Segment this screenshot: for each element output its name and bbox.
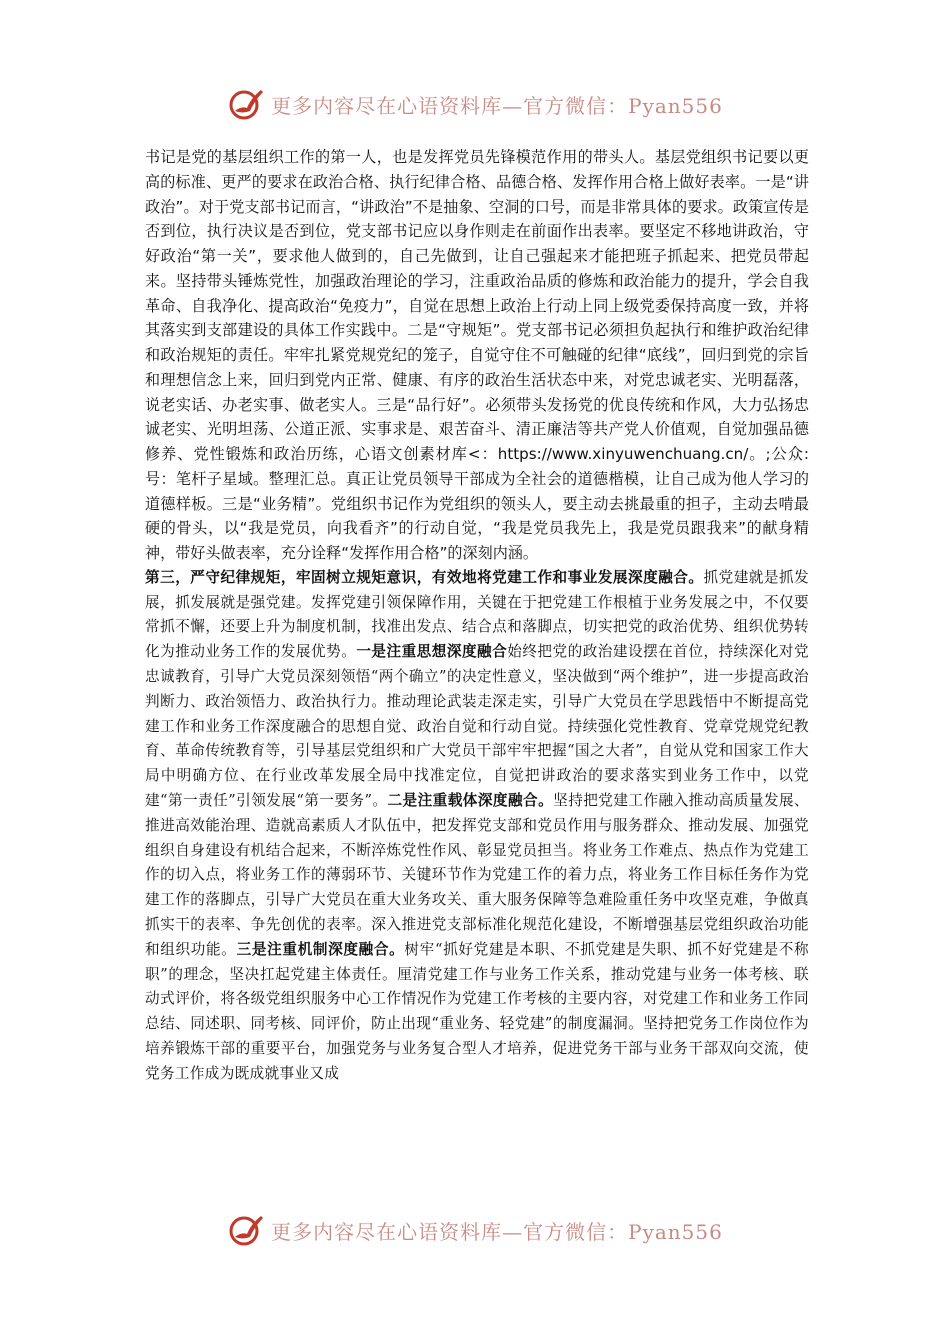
header-watermark-text: 更多内容尽在心语资料库—官方微信：Pyan556 xyxy=(271,93,723,118)
pen-logo-icon xyxy=(227,1210,267,1250)
pen-logo-icon xyxy=(227,84,267,124)
point-one-text: 始终把党的政治建设摆在首位，持续深化对党忠诚教育，引导广大党员深刻领悟“两个确立”的决定性意义，坚决做到“两个维护”，进一步提高政治判断力、政治领悟力、政治执行力。推动理论武装走深走实，引导广大党员在学思践悟中不断提高党建工作和业务工作深度融合的思想自觉、政治自觉和行动自觉。持续强化党性教育、党章党规党纪教育、革命传统教育等，引导基层党组织和广大党员干部牢牢把握“国之大者”，自觉从党和国家工作大局中明确方位、在行业改革发展全局中找准定位，自觉把讲政治的要求落实到业务工作中，以党建“第一责任”引领发展“第一要务”。 xyxy=(145,643,809,809)
section-three xyxy=(145,566,809,1087)
point-two-title: 二是注重载体深度融合。 xyxy=(387,791,554,809)
paragraph-party-secretary: 书记是党的基层组织工作的第一人，也是发挥党员先锋模范作用的带头人。基层党组织书记要以更高的标准、更严的要求在政治合格、执行纪律合格、品德合格、发挥作用合格上做好表率。一是“讲政治”。对于党支部书记而言，“讲政治”不是抽象、空洞的口号，而是非常具体的要求。政策宣传是否到位，执行决议是否到位，党支部书记应以身作则走在前面作出表率。要坚定不移地讲政治，守好政治“第一关”，要求他人做到的，自己先做到，让自己强起来才能把班子抓起来、把党员带起来。坚持带头锤炼党性，加强政治理论的学习，注重政治品质的修炼和政治能力的提升，学会自我革命、自我净化、提高政治“免疫力”，自觉在思想上政治上行动上同上级党委保持高度一致，并将其落实到支部建设的具体工作实践中。二是“守规矩”。党支部书记必须担负起执行和维护政治纪律和政治规矩的责任。牢牢扎紧党规党纪的笼子，自觉守住不可触碰的纪律“底线”，回归到党的宗旨和理想信念上来，回归到党内正常、健康、有序的政治生活状态中来，对党忠诚老实、光明磊落，说老实话、办老实事、做老实人。三是“品行好”。必须带头发扬党的优良传统和作风，大力弘扬忠诚老实、光明坦荡、公道正派、实事求是、艰苦奋斗、清正廉洁等共产党人价值观，自觉加强品德修养、党性锻炼和政治历练，心语文创素材库<：https://www.xinyuwenchuang.cn/。;公众:号：笔杆子星域。整理汇总。真正让党员领导干部成为全社会的道德楷模，让自己成为他人学习的道德样板。三是“业务精”。党组织书记作为党组织的领头人，要主动去挑最重的担子，主动去啃最硬的骨头，以“我是党员，向我看齐”的行动自觉，“我是党员我先上，我是党员跟我来”的献身精神，带好头做表率，充分诠释“发挥作用合格”的深刻内涵。 xyxy=(145,148,809,562)
footer-watermark xyxy=(0,1208,950,1252)
header-watermark xyxy=(0,82,950,126)
document-body xyxy=(145,145,809,1086)
point-three-text: 树牢“抓好党建是本职、不抓党建是失职、抓不好党建是不称职”的理念，坚决扛起党建主体责任。厘清党建工作与业务工作关系，推动党建与业务一体考核、联动式评价，将各级党组织服务中心工作情况作为党建工作考核的主要内容，对党建工作和业务工作同总结、同述职、同考核、同评价，防止出现“重业务、轻党建”的制度漏洞。坚持把党务工作岗位作为培养锻炼干部的重要平台，加强党务与业务复合型人才培养，促进党务干部与业务干部双向交流，使党务工作成为既成就事业又成 xyxy=(145,940,809,1082)
point-one-title: 一是注重思想深度融合 xyxy=(356,643,508,661)
section-three-heading: 第三，严守纪律规矩，牢固树立规矩意识，有效地将党建工作和事业发展深度融合。 xyxy=(145,568,704,586)
footer-watermark-text: 更多内容尽在心语资料库—官方微信：Pyan556 xyxy=(271,1219,723,1244)
point-three-title: 三是注重机制深度融合。 xyxy=(236,940,405,958)
point-two-text: 坚持把党建工作融入推动高质量发展、推进高效能治理、造就高素质人才队伍中，把发挥党支部和党员作用与服务群众、推动发展、加强党组织自身建设有机结合起来，不断淬炼党性作风、彰显党员担当。将业务工作难点、热点作为党建工作的切入点，将业务工作的薄弱环节、关键环节作为党建工作的着力点，将业务工作目标任务作为党建工作的落脚点，引导广大党员在重大业务攻关、重大服务保障等急难险重任务中攻坚克难，争做真抓实干的表率、争先创优的表率。深入推进党支部标准化规范化建设，不断增强基层党组织政治功能和组织功能。 xyxy=(145,791,809,958)
section-three-intro: 抓党建就是抓发展，抓发展就是强党建。发挥党建引领保障作用，关键在于把党建工作根植于业务发展之中，不仅要常抓不懈，还要上升为制度机制，找准出发点、结合点和落脚点，切实把党的政治优势、组织优势转化为推动业务工作的发展优势。 xyxy=(145,568,810,661)
